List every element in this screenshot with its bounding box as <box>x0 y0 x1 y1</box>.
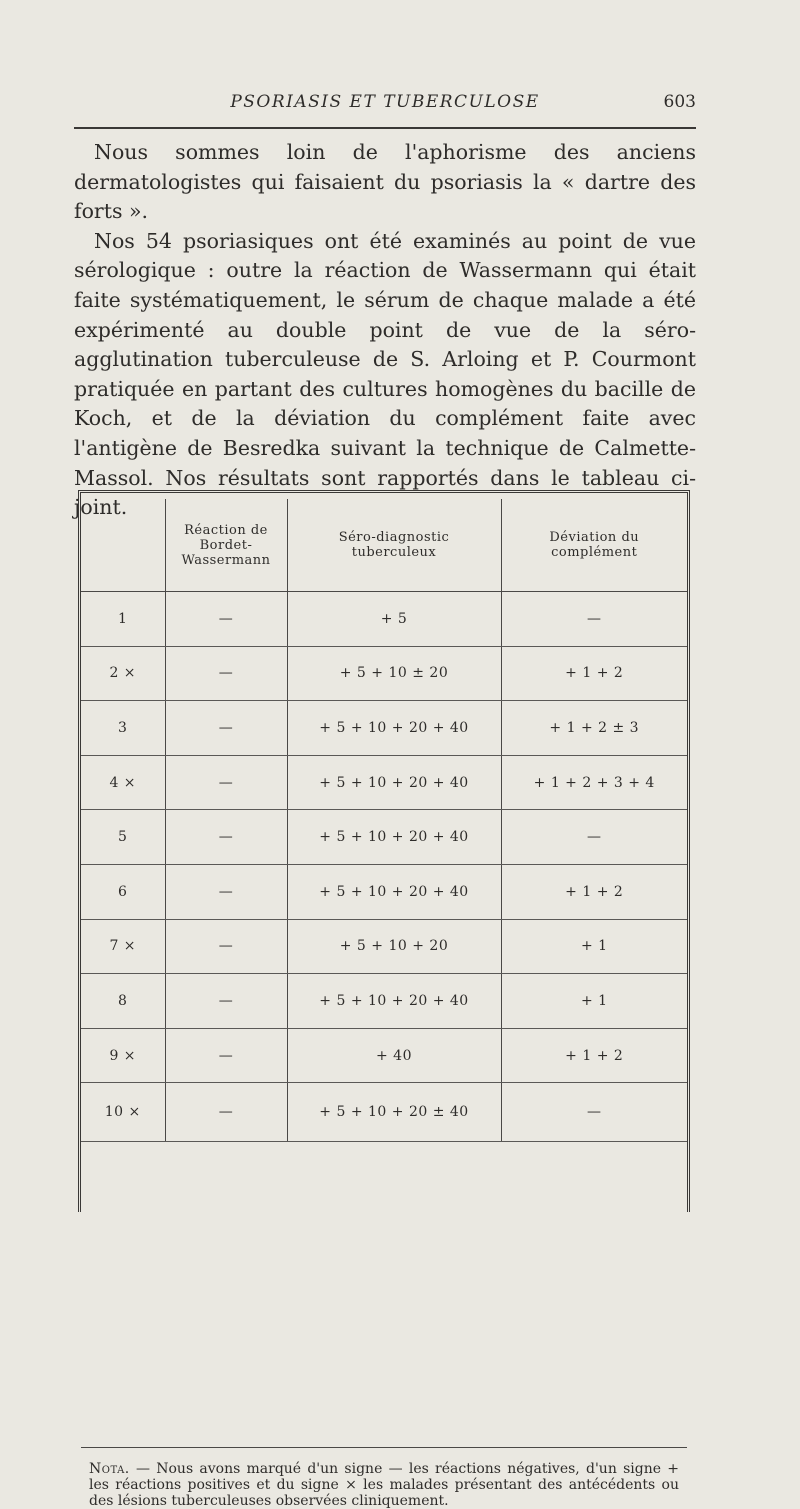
cell-deviation: + 1 + 2 + 3 + 4 <box>501 755 687 810</box>
cell-sero: + 5 + 10 ± 20 <box>287 646 501 701</box>
cell-patient: 9 × <box>81 1028 165 1083</box>
cell-sero: + 5 <box>287 592 501 647</box>
cell-deviation: — <box>501 810 687 865</box>
header-sero-text: Séro-diagnostic tuberculeux <box>338 530 450 560</box>
cell-sero: + 5 + 10 + 20 + 40 <box>287 701 501 756</box>
cell-sero: + 5 + 10 + 20 ± 40 <box>287 1083 501 1142</box>
paragraph-2: Nos 54 psoriasiques ont été examinés au point de vue sérologique : outre la réaction de Wassermann qui était faite systématiquement, le sérum de chaque malade a été expérimenté au double point de vue de la séro-agglutination tuberculeuse de S. Arloing et P. Courmont pratiquée en partant des cultures homogènes du bacille de Koch, et de la déviation du complément faite avec l'antigène de Besredka suivant la technique de Calmette-Massol. Nos résultats sont rapportés dans le tableau ci-joint. <box>74 228 696 520</box>
results-table <box>81 499 687 1142</box>
cell-patient: 8 <box>81 974 165 1029</box>
table-row <box>81 919 687 974</box>
cell-wassermann: — <box>165 1028 287 1083</box>
cell-sero: + 5 + 10 + 20 + 40 <box>287 974 501 1029</box>
paragraph-1: Nous sommes loin de l'aphorisme des anciens dermatologistes qui faisaient du psoriasis la « dartre des forts ». <box>74 140 696 224</box>
table-row <box>81 592 687 647</box>
cell-deviation: + 1 + 2 <box>501 864 687 919</box>
cell-deviation: + 1 + 2 <box>501 1028 687 1083</box>
cell-deviation: + 1 + 2 ± 3 <box>501 701 687 756</box>
cell-patient: 4 × <box>81 755 165 810</box>
cell-wassermann: — <box>165 701 287 756</box>
cell-deviation: + 1 <box>501 974 687 1029</box>
table-row <box>81 646 687 701</box>
table-header-row <box>81 499 687 592</box>
body-text <box>74 138 696 523</box>
running-title: PSORIASIS ET TUBERCULOSE <box>230 92 540 112</box>
table-note <box>89 1461 679 1509</box>
cell-wassermann: — <box>165 1083 287 1142</box>
table-body <box>81 592 687 1142</box>
cell-patient: 3 <box>81 701 165 756</box>
cell-wassermann: — <box>165 919 287 974</box>
cell-wassermann: — <box>165 646 287 701</box>
cell-wassermann: — <box>165 592 287 647</box>
cell-deviation: — <box>501 1083 687 1142</box>
cell-wassermann: — <box>165 974 287 1029</box>
cell-sero: + 5 + 10 + 20 + 40 <box>287 864 501 919</box>
cell-deviation: + 1 + 2 <box>501 646 687 701</box>
table-row <box>81 864 687 919</box>
header-sero-diagnostic <box>287 499 501 592</box>
cell-wassermann: — <box>165 810 287 865</box>
cell-patient: 10 × <box>81 1083 165 1142</box>
header-patient <box>81 499 165 592</box>
header-rule <box>74 127 696 129</box>
header-wassermann-text: Réaction de Bordet-Wassermann <box>181 522 271 568</box>
cell-sero: + 5 + 10 + 20 <box>287 919 501 974</box>
cell-wassermann: — <box>165 864 287 919</box>
cell-sero: + 5 + 10 + 20 + 40 <box>287 755 501 810</box>
cell-patient: 6 <box>81 864 165 919</box>
cell-sero: + 5 + 10 + 20 + 40 <box>287 810 501 865</box>
header-deviation-text: Déviation du complément <box>549 530 640 560</box>
cell-patient: 7 × <box>81 919 165 974</box>
table-row <box>81 1083 687 1142</box>
table-row <box>81 810 687 865</box>
table-row <box>81 1028 687 1083</box>
note-text: — Nous avons marqué d'un signe — les réactions négatives, d'un signe + les réactions positives et du signe × les malades présentant des antécédents ou des lésions tuberculeuses observées cliniquement. <box>89 1461 679 1509</box>
note-label: Nota. <box>89 1461 130 1477</box>
cell-deviation: + 1 <box>501 919 687 974</box>
cell-wassermann: — <box>165 755 287 810</box>
header-wassermann <box>165 499 287 592</box>
table-row <box>81 974 687 1029</box>
page-number: 603 <box>663 92 696 112</box>
header-deviation <box>501 499 687 592</box>
cell-sero: + 40 <box>287 1028 501 1083</box>
page-header <box>74 92 696 122</box>
cell-patient: 2 × <box>81 646 165 701</box>
table-row <box>81 701 687 756</box>
cell-patient: 5 <box>81 810 165 865</box>
cell-deviation: — <box>501 592 687 647</box>
cell-patient: 1 <box>81 592 165 647</box>
results-table-frame <box>78 490 690 1509</box>
table-row <box>81 755 687 810</box>
note-rule <box>81 1447 687 1448</box>
